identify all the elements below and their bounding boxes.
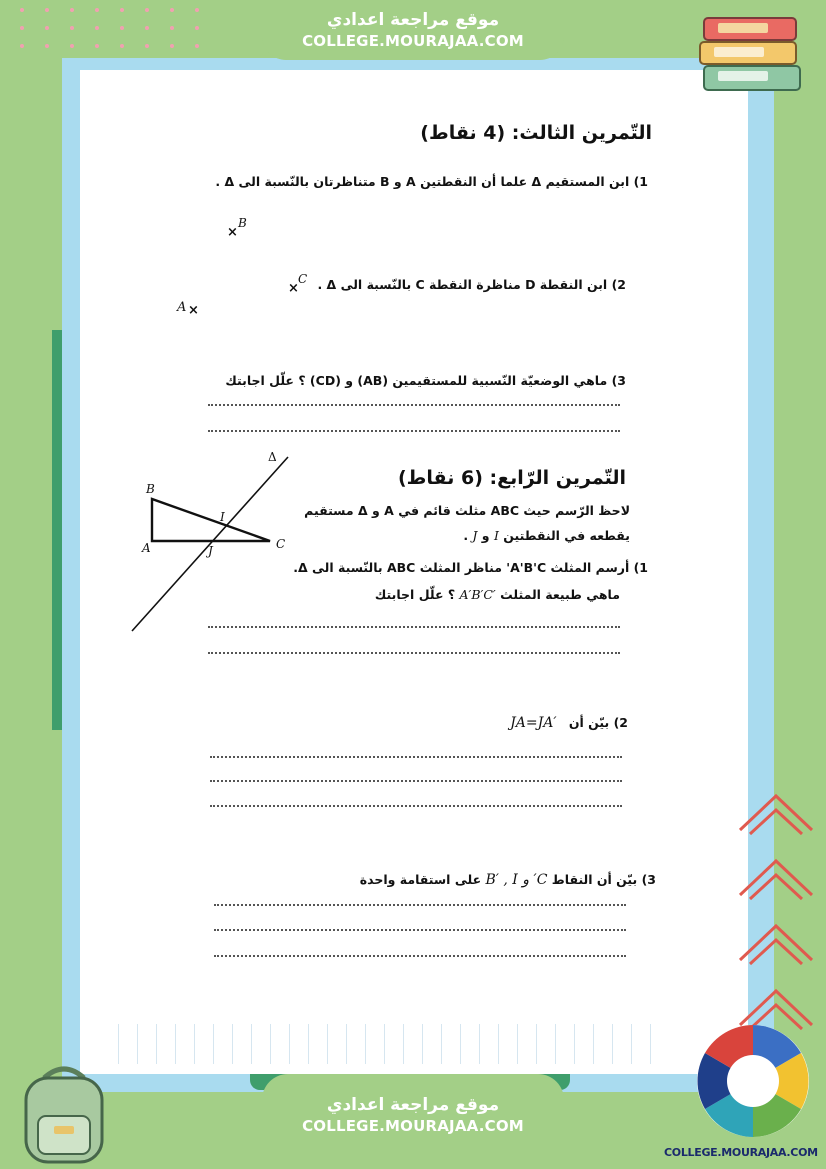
- label-j: J: [208, 544, 213, 558]
- q1b-end: ؟ علّل اجابتك: [374, 587, 456, 602]
- triangle-abc: [152, 499, 270, 541]
- point-i-symbol: I: [493, 528, 499, 543]
- q3-text: 3) بيّن أن النقاط: [551, 872, 656, 887]
- point-b-cross: ×: [227, 225, 238, 240]
- backpack-icon: [14, 1056, 114, 1166]
- chevron-decoration: [736, 790, 816, 1050]
- label-a: A: [142, 541, 151, 555]
- answer-line: [214, 904, 626, 906]
- q1b-triangle: A′B′C′: [459, 587, 496, 602]
- exercise3-title: التّمرين الثالث: (4 نقاط): [420, 122, 652, 144]
- site-url[interactable]: COLLEGE.MOURAJAA.COM: [302, 1117, 524, 1135]
- label-delta: Δ: [268, 450, 277, 464]
- exercise4-intro-line2: [463, 528, 630, 543]
- decorative-dots: [0, 0, 200, 60]
- point-b-label: B: [238, 216, 247, 230]
- label-b: B: [146, 482, 155, 496]
- point-j-symbol: J: [472, 528, 478, 543]
- label-c: C: [276, 537, 286, 551]
- label-i: I: [220, 510, 225, 524]
- college-logo-icon: [694, 1022, 812, 1140]
- q3-end: على استقامة واحدة: [359, 872, 482, 887]
- exercise4-title: التّمرين الرّابع: (6 نقاط): [397, 467, 626, 489]
- q3-points: C′ و B′ , I: [485, 872, 548, 888]
- point-c-label: C: [298, 272, 308, 286]
- answer-line: [214, 929, 626, 931]
- answer-line: [210, 805, 622, 807]
- point-c-cross: ×: [288, 281, 299, 296]
- site-name: موقع مراجعة اعدادي: [326, 1095, 500, 1115]
- college-logo-text: COLLEGE.MOURAJAA.COM: [664, 1146, 818, 1159]
- triangle-figure: [120, 445, 310, 645]
- answer-line: [210, 780, 622, 782]
- point-a-label: A: [177, 300, 187, 315]
- exercise3-question3: 3) ماهي الوضعيّة النّسبية للمستقيمين (AB) و (CD) ؟ علّل اجابتك: [225, 373, 626, 388]
- exercise4-question1b: [375, 587, 620, 602]
- exercise4-intro-line1: لاحظ الرّسم حيث ABC مثلث قائم في A و Δ مستقيم: [304, 503, 630, 518]
- header-banner: [262, 0, 564, 60]
- site-url[interactable]: COLLEGE.MOURAJAA.COM: [302, 32, 524, 50]
- answer-line: [210, 756, 622, 758]
- site-name: موقع مراجعة اعدادي: [326, 10, 500, 30]
- exercise4-question1: 1) أرسم المثلث A'B'C' مناظر المثلث ABC بالنّسبة الى Δ.: [293, 560, 648, 575]
- answer-line: [208, 652, 620, 654]
- answer-line: [214, 955, 626, 957]
- paper-grid: [100, 1024, 660, 1064]
- intro-text: يقطعه في النقطتين: [503, 528, 630, 543]
- point-a-cross: ×: [188, 303, 199, 318]
- intro-end: .: [463, 528, 469, 543]
- exercise4-question3: [360, 872, 656, 888]
- footer-banner: [262, 1074, 564, 1169]
- exercise3-question1: 1) ابن المستقيم Δ علما أن النقطتين A و B متناظرتان بالنّسبة الى Δ .: [215, 174, 648, 189]
- q2-equation: JA=JA′: [510, 715, 557, 731]
- and-word: و: [481, 528, 490, 543]
- answer-line: [208, 430, 620, 432]
- books-icon: [690, 10, 810, 100]
- q1b-text: ماهي طبيعة المثلث: [500, 587, 620, 602]
- exercise3-question2: 2) ابن النقطة D مناظرة النقطة C بالنّسبة الى Δ .: [317, 277, 626, 292]
- left-accent-strip: [52, 330, 62, 730]
- q2-text: 2) بيّن أن: [568, 715, 628, 730]
- answer-line: [208, 404, 620, 406]
- exercise4-question2: [510, 715, 628, 731]
